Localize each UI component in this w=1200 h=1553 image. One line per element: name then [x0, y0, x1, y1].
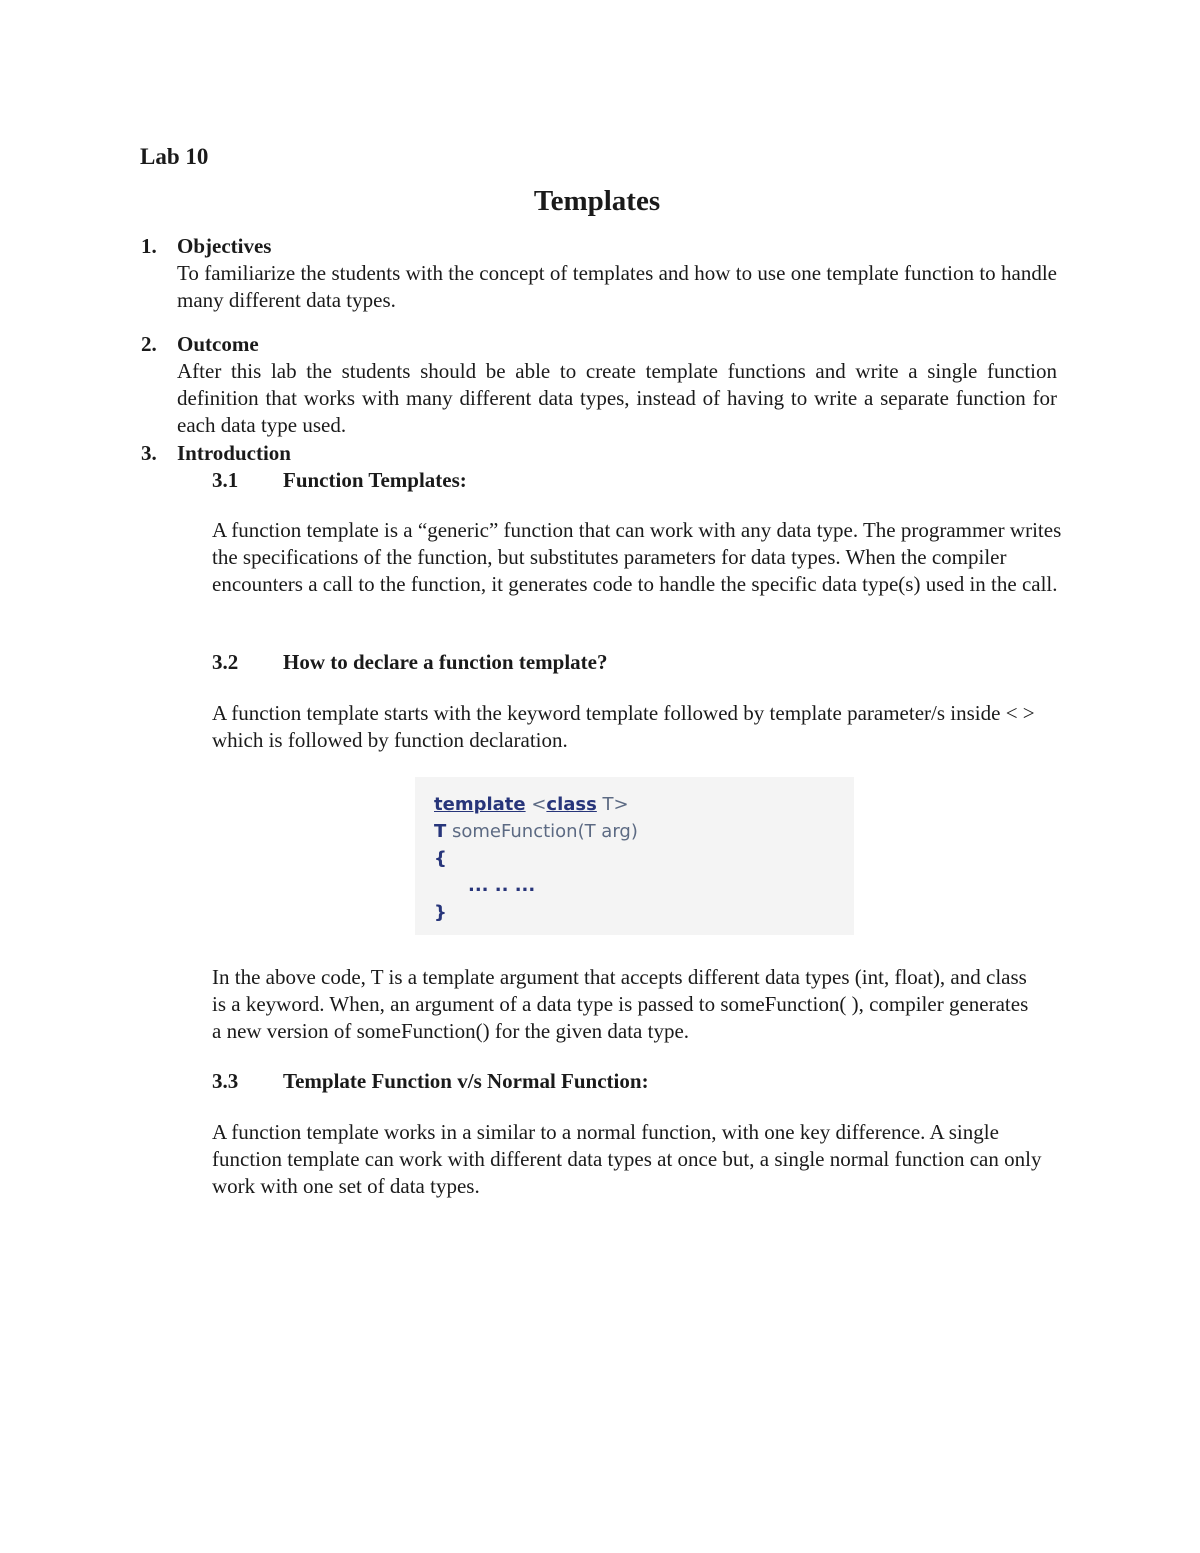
page-title: Templates [533, 185, 661, 217]
outcome-text: After this lab the students should be able to create template functions and write a single function definition that works with many different data types, instead of having to write a separate function for each data type used. [177, 359, 1057, 437]
section-number: 2. [141, 332, 157, 356]
subsection-number: 3.1 [212, 468, 239, 492]
section-number: 1. [141, 234, 157, 258]
code-line [434, 899, 854, 926]
section-number: 3. [141, 441, 157, 465]
code-line [434, 791, 854, 818]
section-heading-introduction: Introduction [177, 441, 291, 465]
code-line [434, 818, 854, 845]
code-block [415, 777, 854, 935]
code-body: ... .. ... [468, 875, 536, 896]
subsection-heading-declare: How to declare a function template? [283, 650, 608, 674]
subsection-number: 3.2 [212, 650, 239, 674]
code-signature: someFunction(T arg) [446, 821, 638, 842]
declare-text: A function template starts with the keyword template followed by template parameter/s inside < > which is followed by function declaration. [212, 701, 1035, 752]
code-keyword-class: class [546, 794, 597, 815]
code-close-brace: } [434, 902, 447, 923]
subsection-heading-comparison: Template Function v/s Normal Function: [283, 1069, 649, 1093]
objectives-text: To familiarize the students with the concept of templates and how to use one template function to handle many different data types. [177, 261, 1057, 312]
lab-label: Lab 10 [140, 144, 209, 169]
code-line [434, 872, 854, 899]
subsection-heading-function-templates: Function Templates: [283, 468, 467, 492]
section-heading-objectives: Objectives [177, 234, 272, 258]
subsection-number: 3.3 [212, 1069, 239, 1093]
function-templates-text: A function template is a “generic” function that can work with any data type. The programmer writes the specifications of the function, but substitutes parameters for data types. When the compiler encounters a call to the function, it generates code to handle the specific data type(s) used in the call. [212, 518, 1062, 596]
code-open-brace: { [434, 848, 447, 869]
comparison-text: A function template works in a similar to a normal function, with one key difference. A single function template can work with different data types at once but, a single normal function can only work with one set of data types. [212, 1120, 1042, 1198]
code-keyword-template: template [434, 794, 526, 815]
code-explanation-text: In the above code, T is a template argument that accepts different data types (int, float), and class is a keyword. When, an argument of a data type is passed to someFunction( ), compiler generates a new version of someFunction() for the given data type. [212, 965, 1029, 1043]
code-token: T> [596, 794, 629, 815]
section-heading-outcome: Outcome [177, 332, 259, 356]
code-line [434, 845, 854, 872]
code-return-type: T [434, 821, 447, 842]
code-token: < [525, 794, 547, 815]
